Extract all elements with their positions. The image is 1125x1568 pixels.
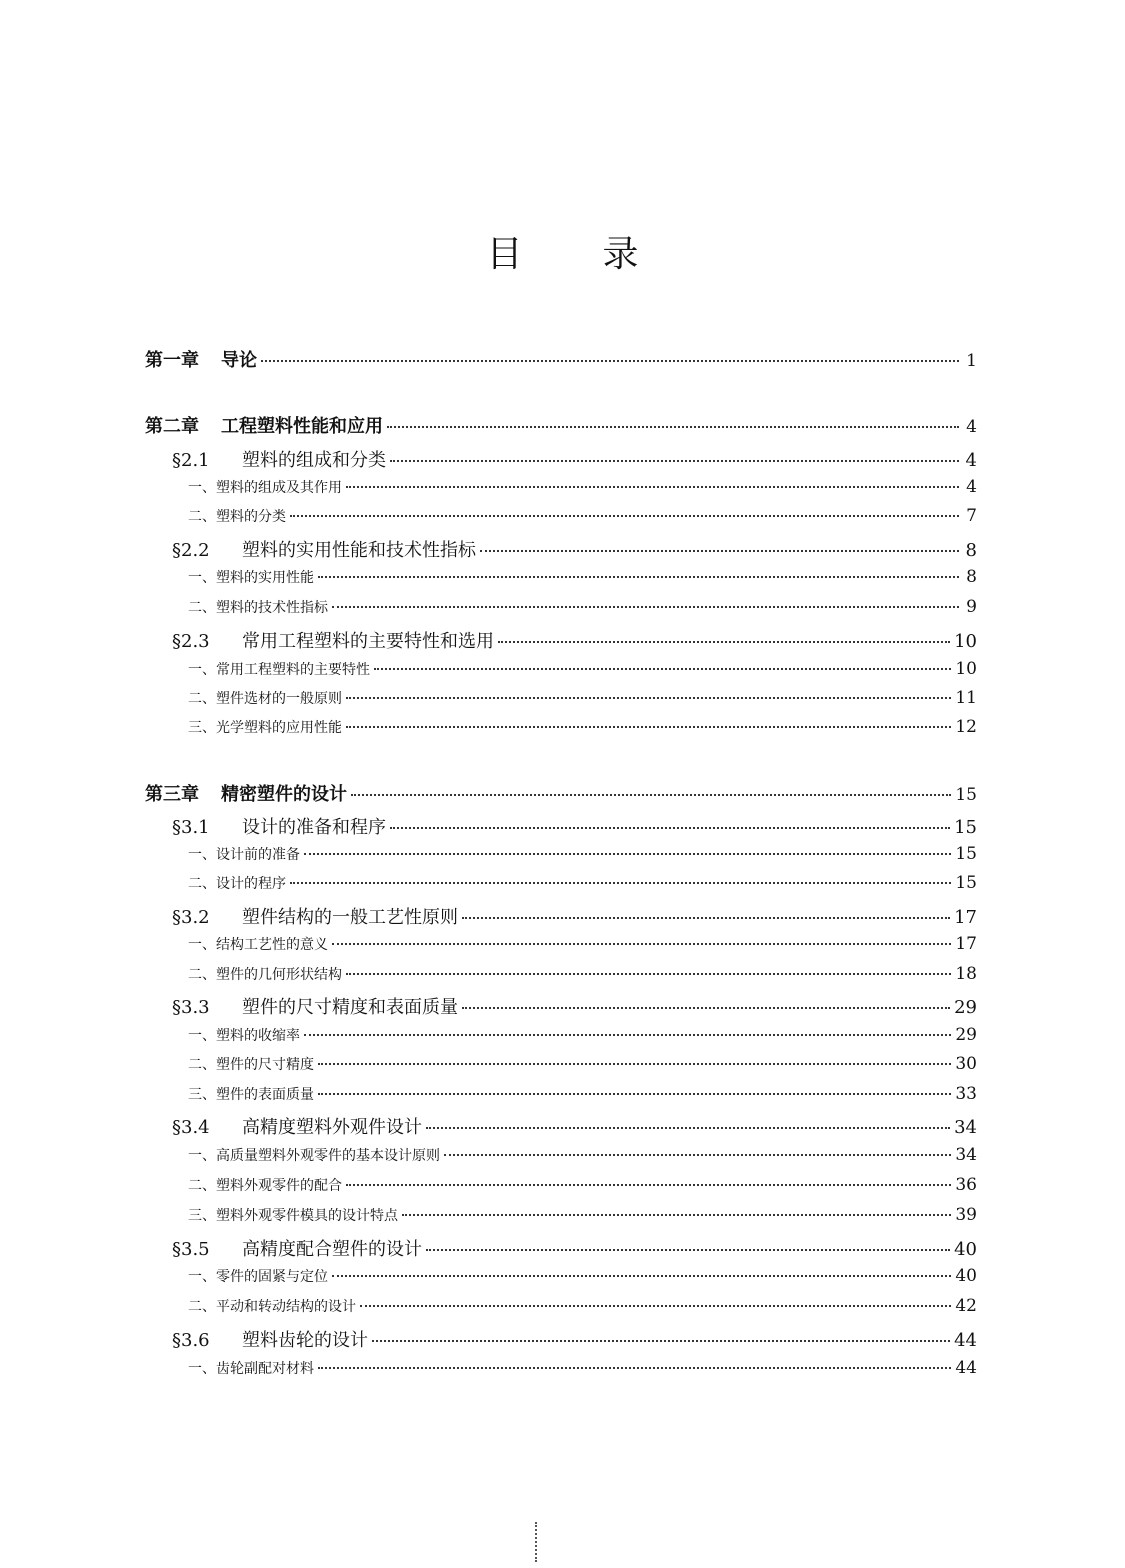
section-number: §2.2 xyxy=(172,540,210,561)
dot-leader xyxy=(346,972,951,975)
toc-item[interactable] xyxy=(188,1175,977,1195)
dot-leader xyxy=(318,1062,951,1065)
dot-leader xyxy=(444,1153,951,1156)
item-title: 一、塑料的实用性能 xyxy=(188,570,314,586)
toc-section-2-3[interactable] xyxy=(172,627,977,653)
toc-item[interactable] xyxy=(188,1296,977,1316)
section-title: 塑料齿轮的设计 xyxy=(242,1330,368,1351)
toc-item[interactable] xyxy=(188,1054,977,1074)
section-title: 高精度塑料外观件设计 xyxy=(242,1117,422,1138)
page-number: 15 xyxy=(955,785,977,805)
item-title: 三、光学塑料的应用性能 xyxy=(188,720,342,736)
page-number: 39 xyxy=(955,1205,977,1225)
page-number: 1 xyxy=(966,351,977,371)
page-number: 44 xyxy=(955,1358,977,1378)
toc-item[interactable] xyxy=(188,1025,977,1045)
dot-leader xyxy=(462,1006,950,1009)
page-number: 17 xyxy=(955,934,977,954)
dot-leader xyxy=(346,725,951,728)
page-number: 7 xyxy=(966,506,977,526)
section-title: 设计的准备和程序 xyxy=(242,817,386,838)
section-number: §3.1 xyxy=(172,817,210,838)
page-number: 29 xyxy=(954,997,977,1018)
page-number: 42 xyxy=(955,1296,977,1316)
item-title: 一、常用工程塑料的主要特性 xyxy=(188,662,370,678)
chapter-number: 第二章 xyxy=(145,416,199,437)
dot-leader xyxy=(390,826,950,829)
toc-item[interactable] xyxy=(188,597,977,617)
toc-item[interactable] xyxy=(188,477,977,497)
toc-item[interactable] xyxy=(188,688,977,708)
toc-item[interactable] xyxy=(188,717,977,737)
page-number: 30 xyxy=(955,1054,977,1074)
item-title: 二、塑料的分类 xyxy=(188,509,286,525)
section-number: §3.4 xyxy=(172,1117,210,1138)
toc-chapter-3[interactable] xyxy=(145,780,977,806)
page-number: 11 xyxy=(955,688,977,708)
dot-leader xyxy=(318,1366,951,1369)
section-number: §3.5 xyxy=(172,1239,210,1260)
dot-leader xyxy=(402,1213,951,1216)
page-title xyxy=(0,226,1125,277)
section-number: §3.2 xyxy=(172,907,210,928)
chapter-number: 第一章 xyxy=(145,350,199,371)
dot-leader xyxy=(387,425,959,428)
toc-item[interactable] xyxy=(188,1266,977,1286)
item-title: 二、塑件的几何形状结构 xyxy=(188,967,342,983)
toc-section-3-4[interactable] xyxy=(172,1113,977,1139)
section-title: 塑件结构的一般工艺性原则 xyxy=(242,907,458,928)
toc-section-3-5[interactable] xyxy=(172,1235,977,1261)
toc-chapter-1[interactable] xyxy=(145,346,977,372)
dot-leader xyxy=(372,1339,950,1342)
page-number: 18 xyxy=(955,964,977,984)
item-title: 三、塑料外观零件模具的设计特点 xyxy=(188,1208,398,1224)
section-title: 塑料的实用性能和技术性指标 xyxy=(242,540,476,561)
chapter-title: 导论 xyxy=(221,350,257,371)
toc-item[interactable] xyxy=(188,659,977,679)
page-number: 8 xyxy=(966,567,977,587)
toc-section-2-1[interactable] xyxy=(172,446,977,472)
dot-leader xyxy=(318,575,959,578)
section-title: 常用工程塑料的主要特性和选用 xyxy=(242,631,494,652)
item-title: 二、设计的程序 xyxy=(188,876,286,892)
dot-leader xyxy=(346,696,951,699)
section-title: 塑件的尺寸精度和表面质量 xyxy=(242,997,458,1018)
page-number: 34 xyxy=(955,1145,977,1165)
page-number: 8 xyxy=(965,540,977,561)
item-title: 二、平动和转动结构的设计 xyxy=(188,1299,356,1315)
toc-item[interactable] xyxy=(188,873,977,893)
item-title: 一、结构工艺性的意义 xyxy=(188,937,328,953)
toc-section-3-6[interactable] xyxy=(172,1326,977,1352)
toc-item[interactable] xyxy=(188,567,977,587)
page-number: 17 xyxy=(954,907,977,928)
toc-item[interactable] xyxy=(188,1358,977,1378)
toc-item[interactable] xyxy=(188,934,977,954)
toc-item[interactable] xyxy=(188,844,977,864)
page-number: 36 xyxy=(955,1175,977,1195)
item-title: 一、高质量塑料外观零件的基本设计原则 xyxy=(188,1148,440,1164)
page-number: 4 xyxy=(966,477,977,497)
page-number: 40 xyxy=(955,1266,977,1286)
page-number: 4 xyxy=(966,417,977,437)
page-number: 10 xyxy=(954,631,977,652)
toc-item[interactable] xyxy=(188,1145,977,1165)
section-number: §3.6 xyxy=(172,1330,210,1351)
page-number: 40 xyxy=(954,1239,977,1260)
toc-section-3-1[interactable] xyxy=(172,813,977,839)
page-number: 44 xyxy=(954,1330,977,1351)
toc-chapter-2[interactable] xyxy=(145,412,977,438)
section-number: §3.3 xyxy=(172,997,210,1018)
toc-item[interactable] xyxy=(188,506,977,526)
dot-leader xyxy=(390,459,959,462)
dot-leader xyxy=(374,667,951,670)
page-number: 15 xyxy=(954,817,977,838)
item-title: 一、塑料的收缩率 xyxy=(188,1028,300,1044)
toc-section-2-2[interactable] xyxy=(172,536,977,562)
dot-leader xyxy=(346,485,959,488)
page-number: 4 xyxy=(965,450,977,471)
toc-item[interactable] xyxy=(188,1084,977,1104)
dot-leader xyxy=(261,359,959,362)
item-title: 三、塑件的表面质量 xyxy=(188,1087,314,1103)
item-title: 一、设计前的准备 xyxy=(188,847,300,863)
section-title: 高精度配合塑件的设计 xyxy=(242,1239,422,1260)
page-number: 34 xyxy=(954,1117,977,1138)
title-char-1: 目 xyxy=(486,234,523,275)
dot-leader xyxy=(426,1126,950,1129)
dot-leader xyxy=(426,1248,950,1251)
dot-leader xyxy=(332,942,951,945)
toc-item[interactable] xyxy=(188,964,977,984)
page-number: 33 xyxy=(955,1084,977,1104)
item-title: 二、塑件选材的一般原则 xyxy=(188,691,342,707)
dot-leader xyxy=(304,852,951,855)
section-title: 塑料的组成和分类 xyxy=(242,450,386,471)
dot-leader xyxy=(360,1304,951,1307)
page-number: 15 xyxy=(955,844,977,864)
item-title: 一、零件的固紧与定位 xyxy=(188,1269,328,1285)
item-title: 一、齿轮副配对材料 xyxy=(188,1361,314,1377)
page-number: 9 xyxy=(966,597,977,617)
scan-artifact xyxy=(535,1522,539,1562)
page-number: 15 xyxy=(955,873,977,893)
dot-leader xyxy=(462,916,950,919)
item-title: 一、塑料的组成及其作用 xyxy=(188,480,342,496)
dot-leader xyxy=(498,640,950,643)
item-title: 二、塑件的尺寸精度 xyxy=(188,1057,314,1073)
section-number: §2.1 xyxy=(172,450,210,471)
item-title: 二、塑料外观零件的配合 xyxy=(188,1178,342,1194)
item-title: 二、塑料的技术性指标 xyxy=(188,600,328,616)
dot-leader xyxy=(480,549,959,552)
chapter-title: 工程塑料性能和应用 xyxy=(221,416,383,437)
toc-section-3-2[interactable] xyxy=(172,903,977,929)
dot-leader xyxy=(332,605,959,608)
page-number: 12 xyxy=(955,717,977,737)
toc-item[interactable] xyxy=(188,1205,977,1225)
dot-leader xyxy=(346,1183,951,1186)
page-number: 10 xyxy=(955,659,977,679)
page-number: 29 xyxy=(955,1025,977,1045)
chapter-title: 精密塑件的设计 xyxy=(221,784,347,805)
dot-leader xyxy=(304,1033,951,1036)
dot-leader xyxy=(290,514,959,517)
title-char-2: 录 xyxy=(602,234,639,275)
chapter-number: 第三章 xyxy=(145,784,199,805)
dot-leader xyxy=(290,881,951,884)
dot-leader xyxy=(351,793,951,796)
toc-section-3-3[interactable] xyxy=(172,993,977,1019)
dot-leader xyxy=(332,1274,951,1277)
dot-leader xyxy=(318,1092,951,1095)
section-number: §2.3 xyxy=(172,631,210,652)
